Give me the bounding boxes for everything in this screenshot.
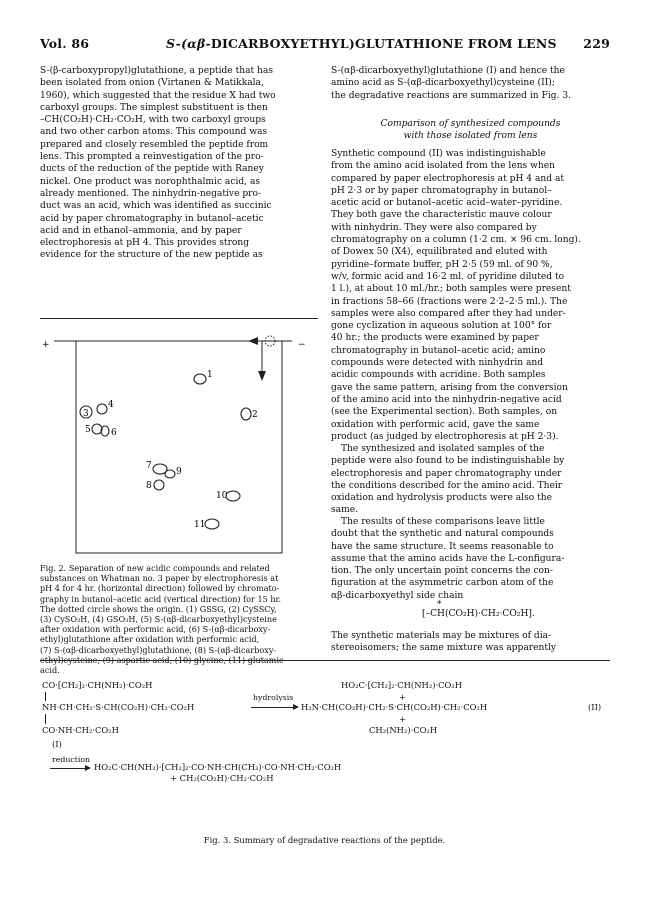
left-column-rule: [40, 318, 318, 319]
spot-5: [92, 424, 102, 434]
reduction-label: reduction: [52, 755, 91, 764]
compound-i-bottom: CO·NH·CH₂·CO₂H: [42, 725, 119, 735]
reduction-arrow: [50, 768, 87, 769]
electrophoresis-arrow-head: [248, 337, 258, 345]
figure-3-caption: Fig. 3. Summary of degradative reactions of the peptide.: [203, 835, 446, 845]
spot-4: [97, 404, 107, 414]
spot-label-1: 1: [207, 370, 213, 380]
figure-2-svg: [40, 335, 320, 560]
spot-2: [241, 408, 251, 420]
hydrolysis-label: hydrolysis: [253, 693, 294, 702]
right-paragraph-2: Synthetic compound (II) was indistinguishable from the amino acid isolated from the lens when compared by paper electrophoresis at pH 4 and at pH 2·3 or by paper chromatography in butanol– acetic acid or butanol–acetic acid–water–pyridine. They both gave the characteristic mauve colour with ninhydrin. They were also compared by chromatography on a column (1·2 cm. × 96 cm. long). of Dowex 50 (X4), equilibrated and eluted with pyridine–formate buffer, pH 2·5 (59 ml. of 90 %, w/v, formic acid and 16·2 ml. of pyridine diluted to 1 l.), at about 10 ml./hr.; both samples were present in fractions 58–66 (fractions were 2·2–2·5 ml.). The samples were also compared after they had under- gone cyclization in aqueous solution at 100° for 40 hr.; the products were examined by paper chromatography in butanol–acetic acid; amino compounds were detected with ninhydrin and acidic compounds with acridine. Both samples gave the same pattern, arising from the conversion of the amino acid into the ninhydrin-negative acid (see the Experimental section). Both samples, on oxidation with performic acid, gave the same product (as judged by electrophoresis at pH 2·3).: [331, 149, 581, 442]
spot-label-8: 8: [146, 481, 152, 491]
scheme-rule: [40, 660, 610, 661]
compound-i-middle: NH·CH·CH₂·S·CH(CO₂H)·CH₂·CO₂H: [42, 702, 195, 712]
minus-sign: −: [298, 340, 306, 350]
spot-label-2: 2: [252, 410, 258, 420]
figure-2-caption: Fig. 2. Separation of new acidic compounds and related substances on Whatman no. 3 paper by electrophoresis at pH 4 for 4 hr. (horizontal direction) followed by chromato- graphy in butanol–acetic acid (vertical direction) for 15 hr. The dotted circle shows the origin. (1) GSSG, (2) CySSCy, (3) CySO₃H, (4) GSO₃H, (5) S-(αβ-dicarboxyethyl)cysteine after oxidation with performic acid, (6) S-(αβ-dicarboxy- ethyl)glutathione after oxidation with performic acid, (7) S-(αβ-dicarboxyethyl)glutathione, (8) S-(αβ-dicarboxy- ethyl)cysteine, (9) aspartic acid, (10) glycine, (11) glutamic acid.: [40, 563, 284, 676]
spot-8: [154, 480, 164, 490]
chromatography-arrow-head: [258, 371, 266, 381]
compound-ii-top: HO₂C·[CH₂]₂·CH(NH₂)·CO₂H: [341, 680, 463, 690]
hydrolysis-arrow-head: [293, 704, 299, 710]
spot-6: [101, 426, 109, 436]
bond-i-upper: [45, 692, 46, 701]
spot-label-10: 10: [216, 491, 228, 501]
left-paragraph-1: S-(β-carboxypropyl)glutathione, a peptide that has been isolated from onion (Virtanen & Matikkala, 1960), which suggested that the residue X had two carboxyl groups. The simplest substituent is then –CH(CO₂H)·CH₂·CO₂H, with two carboxyl groups and two other carbon atoms. This compound was prepared and closely resembled the peptide from lens. This prompted a reinvestigation of the pro- ducts of the reduction of the peptide with Raney nickel. One product was norophthalmic acid, as already mentioned. The ninhydrin-negative pro- duct was an acid, which was identified as succinic acid by paper chromatography in butanol–acetic acid and in ethanol–ammonia, and by paper electrophoresis at pH 4. This provides strong evidence for the structure of the new peptide as: [40, 66, 276, 261]
spot-label-4: 4: [108, 400, 114, 410]
right-paragraph-4: The results of these comparisons leave little doubt that the synthetic and natural compounds have the same structure. It seems reasonable to assume that the amino acids have the L-configura- tion. The only uncertain point concerns the con- figuration at the asymmetric carbon atom of the αβ-dicarboxyethyl side chain: [331, 517, 565, 601]
reduction-product-1: HO₂C·CH(NH₂)·[CH₂]₂·CO·NH·CH(CH₃)·CO·NH·CH₂·CO₂H: [94, 762, 342, 772]
plus-sign-1: +: [399, 692, 407, 702]
spot-label-5: 5: [85, 425, 91, 435]
spot-label-9: 9: [176, 467, 182, 477]
paper-sheet: [76, 341, 282, 553]
spot-10: [226, 491, 240, 501]
plus-sign-2: +: [399, 714, 407, 724]
side-chain-formula: [–CH(CO₂H)·CH₂·CO₂H].: [422, 609, 535, 619]
compound-ii-bottom: CH₂(NH₂)·CO₂H: [369, 725, 438, 735]
figure-3-scheme: [40, 680, 610, 830]
spot-label-3: 3: [83, 409, 89, 419]
spot-11: [205, 519, 219, 529]
right-paragraph-3: The synthesized and isolated samples of the peptide were also found to be indistinguishable by electrophoresis and paper chromatography under the conditions described for the amino acid. Their oxidation and hydrolysis products were also the same.: [331, 444, 565, 516]
compound-ii-middle: H₂N·CH(CO₂H)·CH₂·S·CH(CO₂H)·CH₂·CO₂H: [301, 702, 488, 712]
plus-sign: +: [42, 340, 50, 350]
hydrolysis-arrow: [251, 707, 295, 708]
reduction-arrow-head: [85, 765, 91, 771]
compound-ii-label: (II): [588, 702, 602, 712]
spot-label-11: 11: [194, 520, 206, 530]
page-number: 229: [583, 36, 610, 51]
volume-number: Vol. 86: [40, 36, 90, 51]
right-paragraph-5: The synthetic materials may be mixtures of dia- stereoisomers; the same mixture was apparently: [331, 631, 557, 654]
spot-1: [194, 374, 206, 384]
section-subheading: Comparison of synthesized compounds with those isolated from lens: [380, 119, 561, 142]
formula-star: *: [437, 600, 442, 610]
spot-9: [165, 470, 175, 478]
running-header: [40, 36, 610, 52]
figure-2-chromatogram: [40, 335, 320, 560]
spot-label-6: 6: [111, 428, 117, 438]
running-title: S-(αβ-DICARBOXYETHYL)GLUTATHIONE FROM LENS: [166, 36, 557, 51]
compound-i-label: (I): [52, 739, 62, 749]
bond-i-lower: [45, 714, 46, 724]
reduction-product-2: + CH₂(CO₂H)·CH₂·CO₂H: [170, 773, 274, 783]
right-paragraph-1: S-(αβ-dicarboxyethyl)glutathione (I) and hence the amino acid as S-(αβ-dicarboxyethyl)cysteine (II); the degradative reactions are summarized in Fig. 3.: [331, 66, 572, 101]
compound-i-top: CO·[CH₂]₂·CH(NH₂)·CO₂H: [42, 680, 153, 690]
spot-label-7: 7: [146, 461, 152, 471]
